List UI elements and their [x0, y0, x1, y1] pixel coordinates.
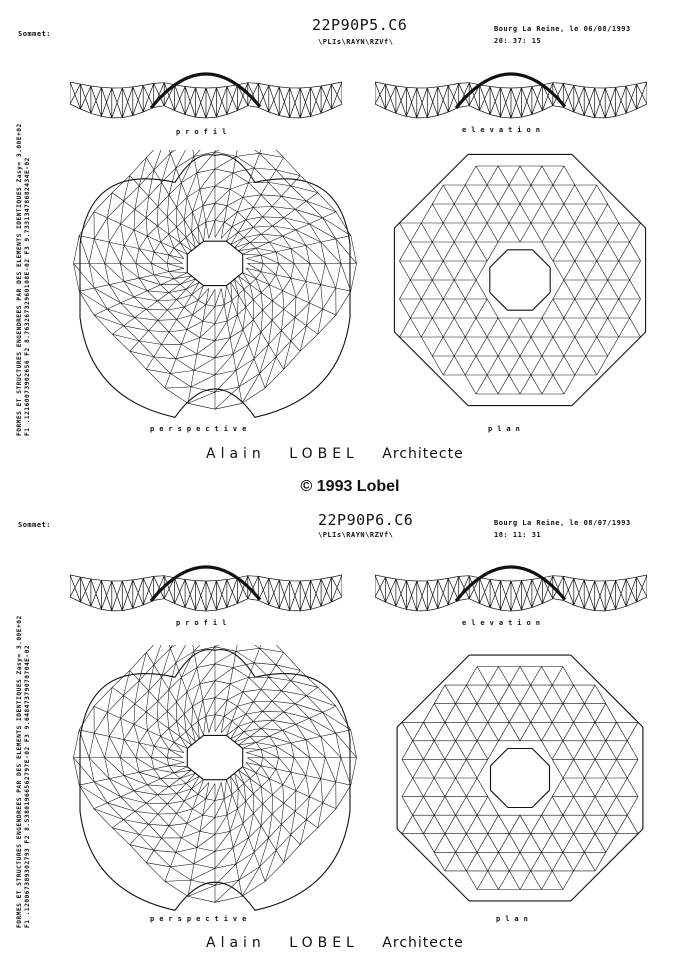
- plan-view: [375, 140, 665, 420]
- file-path: \PLIs\RAYN\RZVf\: [318, 38, 394, 46]
- place-date: Bourg La Reine, le 06/08/1993: [494, 25, 631, 33]
- architect-credit: [206, 446, 464, 462]
- file-name: 22P90P5.C6: [312, 16, 408, 34]
- plan-lattice: [402, 667, 638, 890]
- print-time: 18: 11: 31: [494, 531, 542, 539]
- central-arch: [151, 74, 260, 108]
- perspective-mesh: [74, 645, 357, 902]
- sommet-label: Sommet:: [18, 521, 52, 529]
- profil-view: [70, 66, 342, 122]
- side-line-2: F1 .120067389302793 F2 8.53801966562797E-02 F3 9.64847379070704E-02: [24, 644, 31, 928]
- architect-title: Architecte: [382, 935, 464, 951]
- side-line-1: FORMES ET STRUCTURES ENGENDREES PAR DES ELEMENTS IDENTIQUES Zasy= 3.00E+02: [16, 615, 23, 928]
- drawing-sheet-2: [0, 505, 700, 962]
- side-parameters: [16, 36, 32, 436]
- plan-label: plan: [488, 425, 525, 433]
- profil-label: profil: [176, 619, 232, 627]
- plan-lattice: [399, 166, 640, 394]
- perspective-opening: [187, 241, 242, 285]
- side-line-1: FORMES ET STRUCTURES ENGENDREES PAR DES ELEMENTS IDENTIQUES Zasy= 3.00E+02: [16, 123, 23, 436]
- print-time: 20: 37: 15: [494, 37, 542, 45]
- profil-label: profil: [176, 128, 232, 136]
- side-parameters: [16, 528, 32, 928]
- central-arch: [456, 74, 565, 108]
- architect-credit: [206, 935, 464, 951]
- perspective-mesh: [74, 150, 357, 409]
- perspective-view: [70, 645, 360, 913]
- architect-first-name: Alain: [206, 935, 266, 951]
- sommet-label: Sommet:: [18, 30, 52, 38]
- perspective-label: perspective: [150, 425, 252, 433]
- elevation-label: elevation: [462, 619, 545, 627]
- architect-title: Architecte: [382, 446, 464, 462]
- side-line-2: F1 .12160073902656 F2 8.76326732960108E-02 F3 9.73313478682434E-02: [24, 157, 31, 436]
- elevation-view: [375, 66, 647, 122]
- plan-label: plan: [496, 915, 533, 923]
- drawing-sheet-1: [0, 0, 700, 470]
- central-arch: [151, 567, 260, 601]
- architect-first-name: Alain: [206, 446, 266, 462]
- file-name: 22P90P6.C6: [318, 511, 414, 529]
- place-date: Bourg La Reine, le 08/07/1993: [494, 519, 631, 527]
- profil-view: [70, 559, 342, 615]
- file-path: \PLIs\RAYN\RZVf\: [318, 531, 394, 539]
- perspective-opening: [187, 735, 242, 779]
- copyright-notice: © 1993 Lobel: [300, 478, 400, 495]
- truss-lines: [375, 82, 647, 118]
- perspective-view: [70, 150, 360, 420]
- architect-last-name: LOBEL: [289, 446, 359, 462]
- truss-lines: [70, 82, 342, 118]
- architect-last-name: LOBEL: [289, 935, 359, 951]
- truss-lines: [375, 575, 647, 611]
- plan-view: [375, 641, 665, 915]
- central-arch: [456, 567, 565, 601]
- truss-lines: [70, 575, 342, 611]
- perspective-label: perspective: [150, 915, 252, 923]
- elevation-label: elevation: [462, 126, 545, 134]
- elevation-view: [375, 559, 647, 615]
